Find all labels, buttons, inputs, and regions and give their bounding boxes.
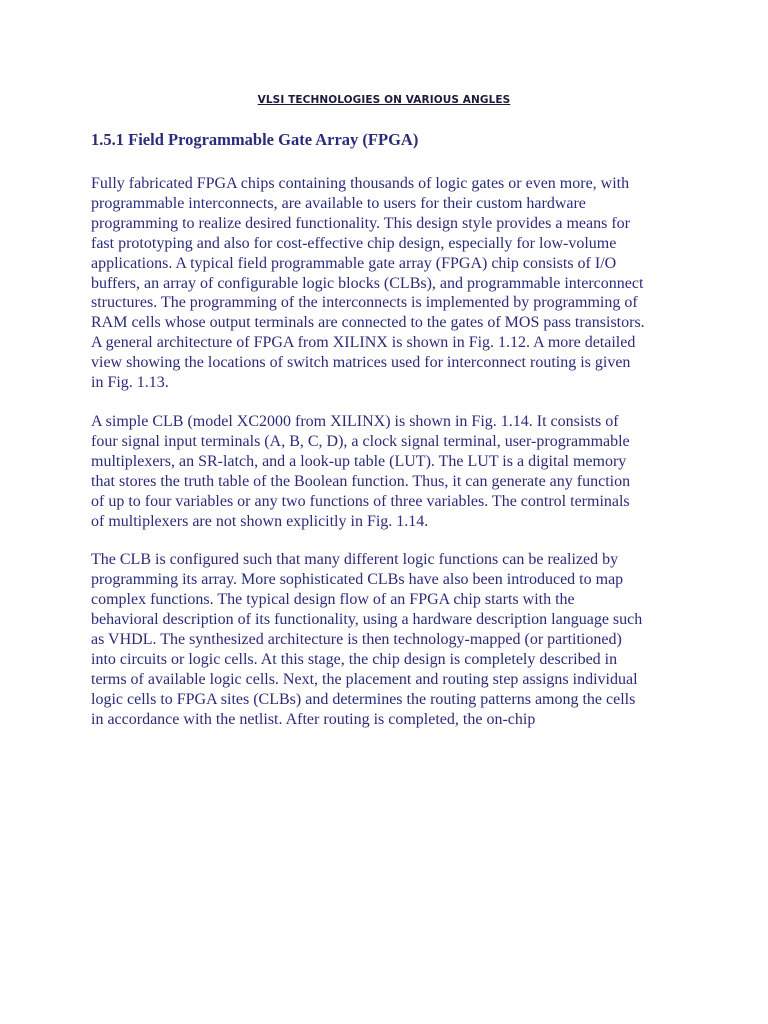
running-header: VLSI TECHNOLOGIES ON VARIOUS ANGLES xyxy=(257,94,511,106)
paragraph-line: terms of available logic cells. Next, the placement and routing step assigns individual xyxy=(91,670,638,688)
paragraph-line: four signal input terminals (A, B, C, D), a clock signal terminal, user-programmable xyxy=(91,432,630,450)
paragraph-line: complex functions. The typical design flow of an FPGA chip starts with the xyxy=(91,591,575,609)
paragraph-1 xyxy=(91,174,691,393)
paragraph-line: programmable interconnects, are available to users for their custom hardware xyxy=(91,194,586,212)
paragraph-line: programming its array. More sophisticated CLBs have also been introduced to map xyxy=(91,571,624,589)
paragraph-line: A simple CLB (model XC2000 from XILINX) is shown in Fig. 1.14. It consists of xyxy=(91,412,619,430)
paragraph-line: of up to four variables or any two functions of three variables. The control terminals xyxy=(91,492,630,510)
paragraph-line: of multiplexers are not shown explicitly in Fig. 1.14. xyxy=(91,512,429,530)
paragraph-2 xyxy=(91,412,691,531)
paragraph-line: structures. The programming of the interconnects is implemented by programming of xyxy=(91,294,638,312)
paragraph-line: that stores the truth table of the Boolean function. Thus, it can generate any function xyxy=(91,472,631,490)
paragraph-line: applications. A typical field programmable gate array (FPGA) chip consists of I/O xyxy=(91,254,617,272)
paragraph-line: view showing the locations of switch matrices used for interconnect routing is given xyxy=(91,354,631,372)
paragraph-line: buffers, an array of configurable logic blocks (CLBs), and programmable interconnect xyxy=(91,274,644,292)
paragraph-line: as VHDL. The synthesized architecture is then technology-mapped (or partitioned) xyxy=(91,631,622,649)
paragraph-line: in accordance with the netlist. After routing is completed, the on-chip xyxy=(91,710,536,728)
paragraph-line: programming to realize desired functionality. This design style provides a means for xyxy=(91,214,630,232)
paragraph-line: RAM cells whose output terminals are connected to the gates of MOS pass transistors. xyxy=(91,314,645,332)
paragraph-line: in Fig. 1.13. xyxy=(91,374,169,392)
paragraph-3 xyxy=(91,550,691,729)
paragraph-line: fast prototyping and also for cost-effective chip design, especially for low-volume xyxy=(91,234,617,252)
paragraph-line: into circuits or logic cells. At this stage, the chip design is completely described in xyxy=(91,650,618,668)
document-body xyxy=(91,128,691,749)
section-title: 1.5.1 Field Programmable Gate Array (FPGA) xyxy=(91,130,419,149)
paragraph-line: multiplexers, an SR-latch, and a look-up table (LUT). The LUT is a digital memory xyxy=(91,452,627,470)
paragraph-line: logic cells to FPGA sites (CLBs) and determines the routing patterns among the cells xyxy=(91,690,636,708)
paragraph-line: Fully fabricated FPGA chips containing thousands of logic gates or even more, with xyxy=(91,175,630,192)
paragraph-line: The CLB is configured such that many different logic functions can be realized by xyxy=(91,551,619,569)
paragraph-line: behavioral description of its functionality, using a hardware description language such xyxy=(91,611,643,629)
paragraph-line: A general architecture of FPGA from XILINX is shown in Fig. 1.12. A more detailed xyxy=(91,334,636,352)
